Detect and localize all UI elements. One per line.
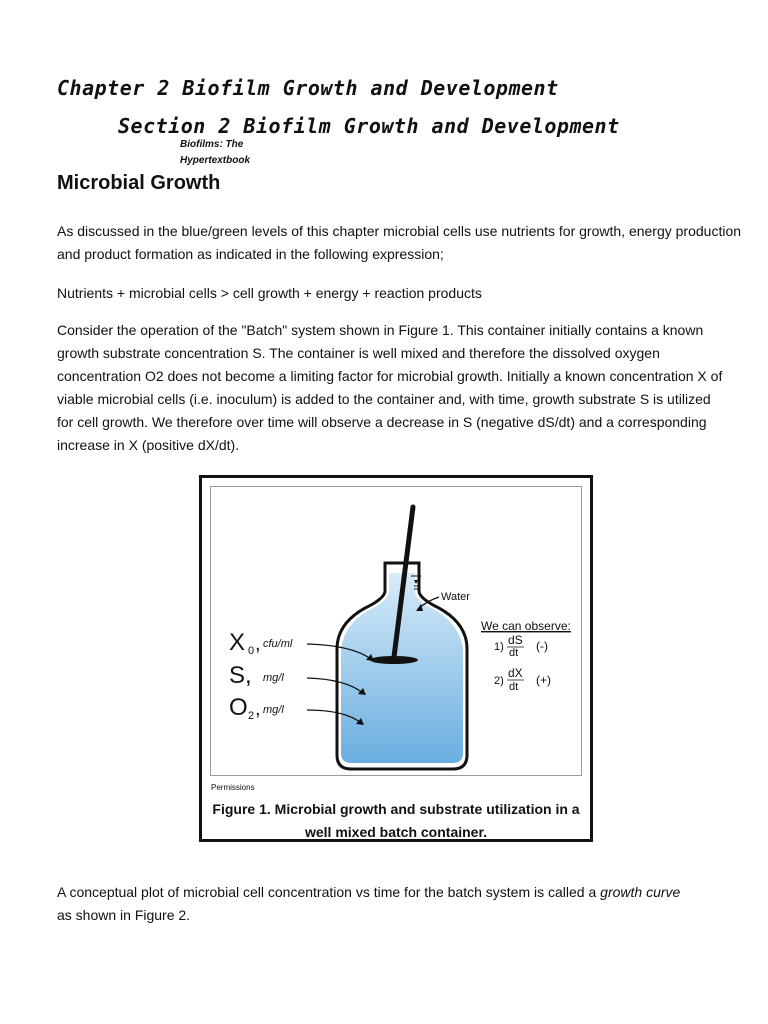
- impeller: [370, 656, 418, 664]
- paragraph-batch-system: Consider the operation of the "Batch" system shown in Figure 1. This container initially contains a known growth substrate concentration S. The container is well mixed and therefore the dissolved oxygen concentration O2 does not become a limiting factor for microbial growth. Initially a known concentration X of viable microbial cells (i.e. inoculum) is added to the container and, with time, growth substrate S is utilized for cell growth. We therefore over time will observe a decrease in S (negative dS/dt) and a corresponding increase in X (positive dX/dt).: [57, 322, 723, 453]
- obs-1-denominator: dt: [509, 647, 519, 659]
- obs-1-sign: (-): [536, 639, 548, 653]
- x0-symbol: X: [229, 629, 246, 656]
- growth-curve-text: A conceptual plot of microbial cell concentration vs time for the batch system is called a: [57, 884, 601, 900]
- x0-comma: ,: [255, 633, 261, 655]
- page-heading: Microbial Growth: [57, 172, 221, 194]
- o2-unit: mg/l: [263, 704, 284, 716]
- section-title: Section 2 Biofilm Growth and Development: [118, 114, 620, 138]
- water-label: Water: [441, 591, 470, 603]
- o2-comma: ,: [255, 698, 261, 720]
- chapter-title: Chapter 2 Biofilm Growth and Development: [57, 76, 559, 100]
- s-symbol: S,: [229, 662, 252, 689]
- figure-caption: Figure 1. Microbial growth and substrate utilization in a well mixed batch container.: [212, 801, 580, 840]
- paragraph-growth-curve: [57, 881, 768, 904]
- obs-2-number: 2): [494, 675, 504, 687]
- figure-1-image: [210, 486, 582, 776]
- o2-subscript: 2: [248, 710, 255, 722]
- paragraph-intro: As discussed in the blue/green levels of this chapter microbial cells use nutrients for growth, energy production and product formation as indicated in the following expression;: [57, 223, 742, 262]
- paragraph-growth-curve-line2: as shown in Figure 2.: [57, 907, 191, 923]
- paragraph-expression: Nutrients + microbial cells > cell growth + energy + reaction products: [57, 285, 482, 301]
- observe-title: We can observe:: [481, 619, 571, 633]
- obs-1-numerator: dS: [508, 633, 523, 647]
- obs-1-number: 1): [494, 641, 504, 653]
- figure-1: [199, 475, 593, 842]
- growth-curve-term: growth curve: [600, 884, 681, 900]
- obs-2-denominator: dt: [509, 681, 519, 693]
- s-unit: mg/l: [263, 672, 284, 684]
- obs-2-numerator: dX: [508, 666, 523, 680]
- book-title-link[interactable]: Biofilms: The Hypertextbook: [180, 139, 251, 166]
- obs-2-sign: (+): [536, 673, 551, 687]
- batch-container-diagram: [211, 487, 581, 775]
- x0-subscript: 0: [248, 645, 255, 657]
- o2-symbol: O: [229, 694, 248, 721]
- permissions-link[interactable]: Permissions: [211, 783, 255, 792]
- x0-unit: cfu/ml: [263, 638, 293, 650]
